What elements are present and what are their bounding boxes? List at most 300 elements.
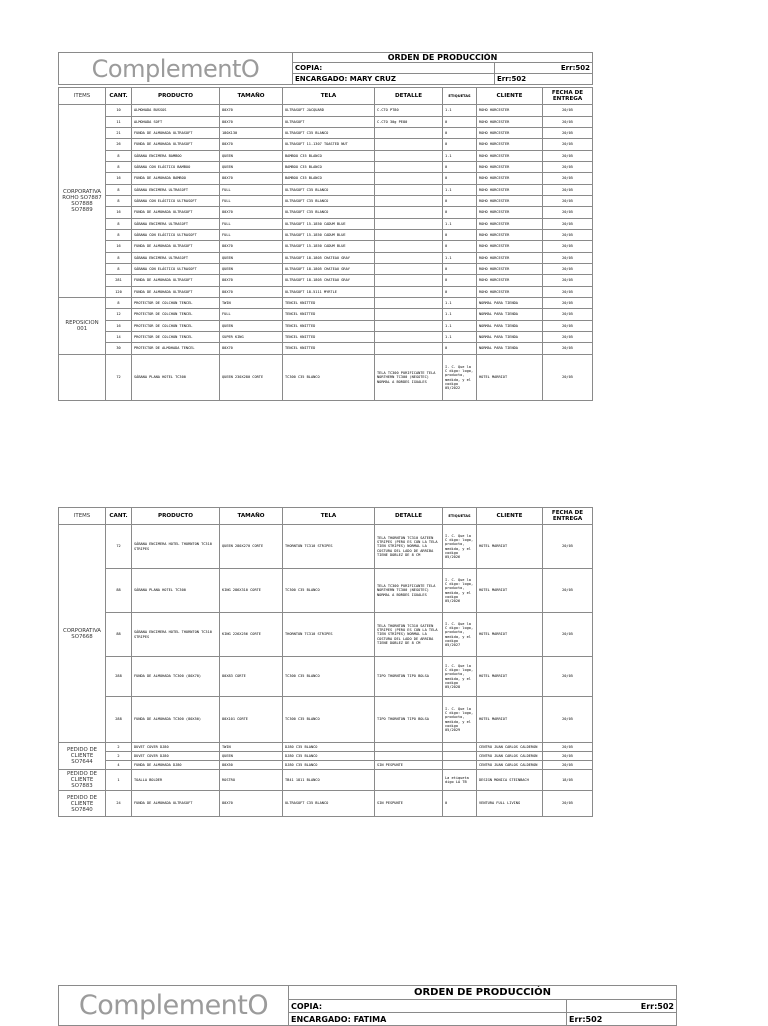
- cell-tamano: QUEEN 280X270 CORTE: [220, 525, 283, 569]
- cell-fecha: 20/05: [543, 343, 593, 355]
- cell-detalle: [375, 241, 443, 253]
- cell-detalle: [375, 253, 443, 264]
- cell-detalle: [375, 173, 443, 185]
- cell-cant: 24: [106, 791, 132, 817]
- cell-fecha: 20/05: [543, 139, 593, 151]
- cell-detalle: [375, 275, 443, 287]
- table-row: [59, 743, 593, 752]
- cell-etiquetas: [443, 761, 477, 770]
- table-row: [59, 162, 593, 173]
- cell-producto: FUNDA DE ALMOHADA ULTRASOFT: [132, 287, 220, 298]
- cell-tela: TENCEL KNITTED: [283, 309, 375, 321]
- cell-cant: 281: [106, 275, 132, 287]
- cell-fecha: 20/05: [543, 761, 593, 770]
- cell-etiquetas: 0: [443, 791, 477, 817]
- cell-cant: 8: [106, 230, 132, 241]
- cell-fecha: 20/05: [543, 355, 593, 401]
- cell-etiquetas: 1.1: [443, 253, 477, 264]
- cell-tamano: QUEEN 230X280 CORTE: [220, 355, 283, 401]
- table-row: [59, 298, 593, 309]
- cell-cant: 8: [106, 151, 132, 162]
- table-row: [59, 275, 593, 287]
- column-header-tamano: TAMAÑO: [220, 88, 283, 105]
- cell-cant: 8: [106, 219, 132, 230]
- cell-fecha: 20/05: [543, 275, 593, 287]
- cell-etiquetas: 0: [443, 196, 477, 207]
- cell-detalle: TELA TC300 PURIFICANTE TELA NORTHERN TC300 (NEGOTEC) NORMAL A BORDES IGUALES: [375, 569, 443, 613]
- cell-etiquetas: [443, 743, 477, 752]
- cell-cliente: NORMAL PARA TIENDA: [477, 343, 543, 355]
- cell-tela: ULTRASOFT 18-1805 CHATEAU GRAY: [283, 275, 375, 287]
- cell-tela: TC300 C35 BLANCO: [283, 657, 375, 697]
- order-header-1: [58, 52, 593, 85]
- cell-tamano: FULL: [220, 185, 283, 196]
- cell-detalle: [375, 743, 443, 752]
- cell-tela: ULTRASOFT C35 BLANCO: [283, 791, 375, 817]
- cell-etiquetas: 1.1: [443, 309, 477, 321]
- column-header-row: [59, 508, 593, 525]
- table-row: [59, 253, 593, 264]
- cell-cliente: ROHO HORCESTER: [477, 105, 543, 117]
- cell-etiquetas: 0: [443, 241, 477, 253]
- cell-tamano: FULL: [220, 309, 283, 321]
- table-row: [59, 657, 593, 697]
- cell-fecha: 20/05: [543, 525, 593, 569]
- cell-producto: SÁBANA CON ELÁSTICO ULTRASOFT: [132, 230, 220, 241]
- cell-tamano: 80X70: [220, 105, 283, 117]
- cell-fecha: 20/05: [543, 241, 593, 253]
- cell-detalle: C.CTO PT80: [375, 105, 443, 117]
- cell-producto: PROTECTOR DE ALMOHADA TENCEL: [132, 343, 220, 355]
- encargado-value: Err:502: [495, 74, 593, 85]
- cell-cant: 72: [106, 355, 132, 401]
- cell-tamano: 80X70: [220, 241, 283, 253]
- cell-fecha: 20/05: [543, 196, 593, 207]
- cell-detalle: [375, 298, 443, 309]
- cell-etiquetas: 0: [443, 128, 477, 139]
- group-label: PEDIDO DE CLIENTE SO7644: [59, 743, 106, 770]
- cell-detalle: TIPO THORNTON TIPO BOLSA: [375, 657, 443, 697]
- cell-cant: 30: [106, 343, 132, 355]
- cell-cliente: DESIGN MONICA STEINBACH: [477, 770, 543, 791]
- cell-tela: BAMBOO C35 BLANCO: [283, 173, 375, 185]
- logo-text-2: ComplementO: [78, 990, 269, 1021]
- group-label: CORPORATIVA SO7668: [59, 525, 106, 743]
- company-logo-2: [59, 986, 289, 1026]
- cell-etiquetas: 1.1: [443, 298, 477, 309]
- cell-fecha: 20/05: [543, 791, 593, 817]
- cell-cliente: ROHO HORCESTER: [477, 287, 543, 298]
- cell-cliente: HOTEL MARRIOT: [477, 613, 543, 657]
- cell-fecha: 20/05: [543, 128, 593, 139]
- cell-producto: SÁBANA ENCIMERA ULTRASOFT: [132, 185, 220, 196]
- cell-cliente: ROHO HORCESTER: [477, 173, 543, 185]
- cell-cliente: VENTURA FULL LIVING: [477, 791, 543, 817]
- cell-cant: 288: [106, 657, 132, 697]
- table-row: [59, 791, 593, 817]
- cell-cliente: ROHO HORCESTER: [477, 117, 543, 128]
- cell-detalle: [375, 196, 443, 207]
- cell-fecha: 20/05: [543, 185, 593, 196]
- cell-fecha: 20/05: [543, 173, 593, 185]
- cell-tamano: 80X101 CORTE: [220, 697, 283, 743]
- cell-tamano: TWIN: [220, 298, 283, 309]
- cell-fecha: 20/05: [543, 264, 593, 275]
- cell-etiquetas: 0: [443, 162, 477, 173]
- cell-detalle: [375, 264, 443, 275]
- cell-cliente: ROHO HORCESTER: [477, 230, 543, 241]
- cell-tamano: 80X70: [220, 139, 283, 151]
- cell-tamano: QUEEN: [220, 752, 283, 761]
- cell-etiquetas: [443, 752, 477, 761]
- cell-tela: ULTRASOFT 15-1850 CADUM BLUE: [283, 230, 375, 241]
- cell-cant: 8: [106, 196, 132, 207]
- table-row: [59, 105, 593, 117]
- cell-tela: ULTRASOFT C35 BLANCO: [283, 185, 375, 196]
- table-row: [59, 770, 593, 791]
- cell-cliente: NORMAL PARA TIENDA: [477, 321, 543, 332]
- column-header-cant: CANT.: [106, 88, 132, 105]
- cell-producto: FUNDA DE ALMOHADA BAMBOO: [132, 173, 220, 185]
- cell-tela: THORNTON TC310 STRIPES: [283, 613, 375, 657]
- column-header-items: ITEMS: [59, 88, 106, 105]
- cell-etiquetas: 1.1: [443, 151, 477, 162]
- copia-value: Err:502: [495, 63, 593, 74]
- cell-tela: TC300 C35 BLANCO: [283, 355, 375, 401]
- cell-fecha: 20/05: [543, 697, 593, 743]
- group-label: [59, 355, 106, 401]
- cell-etiquetas: 0: [443, 139, 477, 151]
- cell-detalle: C.CTO 30g PE80: [375, 117, 443, 128]
- cell-detalle: TIPO THORNTON TIPO BOLSA: [375, 697, 443, 743]
- order-header-2: [58, 985, 677, 1026]
- cell-detalle: [375, 219, 443, 230]
- column-header-cliente: CLIENTE: [477, 508, 543, 525]
- cell-detalle: [375, 343, 443, 355]
- order-title: ORDEN DE PRODUCCIÓN: [293, 53, 593, 63]
- cell-cliente: ROHO HORCESTER: [477, 207, 543, 219]
- table-row: [59, 613, 593, 657]
- group-label: PEDIDO DE CLIENTE SO7883: [59, 770, 106, 791]
- cell-cliente: ROHO HORCESTER: [477, 128, 543, 139]
- company-logo: [59, 53, 293, 85]
- cell-producto: ALMOHADA BUSSOS: [132, 105, 220, 117]
- cell-etiquetas: I. C. Que la C digo: logo, producto, medida, y el codigo 05/2029: [443, 697, 477, 743]
- cell-producto: SÁBANA ENCIMERA ULTRASOFT: [132, 253, 220, 264]
- cell-fecha: 20/05: [543, 207, 593, 219]
- cell-fecha: 20/05: [543, 657, 593, 697]
- cell-detalle: TELA THORNTON TC310 SATEEN STRIPES (PERO ES CON LA TELA TIEN STRIPES) NORMAL LA COSTURA DEL LADO DE ARRIBA TIENE DOBLEZ DE 8 CM: [375, 525, 443, 569]
- cell-cliente: CENTRO JUAN CARLOS CALDERON: [477, 761, 543, 770]
- cell-etiquetas: I. C. Que la C digo: logo, producto, medida, y el codigo 05/2026: [443, 525, 477, 569]
- cell-cliente: CENTRO JUAN CARLOS CALDERON: [477, 743, 543, 752]
- table-row: [59, 309, 593, 321]
- cell-cliente: ROHO HORCESTER: [477, 196, 543, 207]
- cell-detalle: [375, 207, 443, 219]
- cell-producto: PROTECTOR DE COLCHON TENCEL: [132, 309, 220, 321]
- cell-tela: TENCEL KNITTED: [283, 321, 375, 332]
- cell-detalle: [375, 128, 443, 139]
- column-header-etiquetas: ETIQUETAS: [443, 508, 477, 525]
- encargado-label: ENCARGADO: MARY CRUZ: [293, 74, 495, 85]
- cell-cant: 2: [106, 743, 132, 752]
- cell-tamano: QUEEN: [220, 264, 283, 275]
- cell-cant: 16: [106, 321, 132, 332]
- table-row: [59, 343, 593, 355]
- cell-fecha: 20/05: [543, 287, 593, 298]
- cell-tamano: 80X70: [220, 287, 283, 298]
- cell-tela: ULTRASOFT 18-1805 CHATEAU GRAY: [283, 264, 375, 275]
- cell-fecha: 20/05: [543, 613, 593, 657]
- cell-cliente: ROHO HORCESTER: [477, 253, 543, 264]
- cell-tela: DJ80 C35 BLANCO: [283, 752, 375, 761]
- cell-tamano: QUEEN: [220, 321, 283, 332]
- cell-fecha: 20/05: [543, 219, 593, 230]
- cell-detalle: [375, 770, 443, 791]
- column-header-tamano: TAMAÑO: [220, 508, 283, 525]
- cell-tamano: 80X70: [220, 343, 283, 355]
- cell-producto: SÁBANA ENCIMERA HOTEL THORNTON TC310 STRIPES: [132, 525, 220, 569]
- cell-etiquetas: 0: [443, 264, 477, 275]
- cell-fecha: 20/05: [543, 117, 593, 128]
- cell-fecha: 20/05: [543, 105, 593, 117]
- cell-etiquetas: I. C. Que la C digo: logo, producto, medida, y el codigo 05/2027: [443, 613, 477, 657]
- table-row: [59, 287, 593, 298]
- production-table-1: [58, 87, 593, 401]
- cell-producto: SÁBANA PLANA HOTEL TC300: [132, 355, 220, 401]
- cell-tela: TC300 C35 BLANCO: [283, 697, 375, 743]
- cell-producto: FUNDA DE ALMOHADA DJ80: [132, 761, 220, 770]
- table-row: [59, 525, 593, 569]
- cell-cliente: ROHO HORCESTER: [477, 264, 543, 275]
- cell-producto: SÁBANA ENCIMERA BAMBOO: [132, 151, 220, 162]
- cell-cliente: HOTEL MARRIOT: [477, 569, 543, 613]
- cell-tamano: QUEEN: [220, 162, 283, 173]
- cell-etiquetas: 1.1: [443, 219, 477, 230]
- table-row: [59, 139, 593, 151]
- cell-producto: SÁBANA ENCIMERA HOTEL THORNTON TC310 STRIPES: [132, 613, 220, 657]
- cell-producto: SÁBANA CON ELÁSTICO ULTRASOFT: [132, 196, 220, 207]
- table-row: [59, 264, 593, 275]
- table-row: [59, 207, 593, 219]
- column-header-cant: CANT.: [106, 508, 132, 525]
- cell-tela: ULTRASOFT C35 BLANCO: [283, 207, 375, 219]
- cell-tamano: QUEEN: [220, 151, 283, 162]
- cell-fecha: 20/05: [543, 321, 593, 332]
- cell-cliente: HOTEL MARRIOT: [477, 657, 543, 697]
- cell-producto: DUVET COVER DJ80: [132, 752, 220, 761]
- cell-etiquetas: I. C. Que la C digo: logo, producto, medida, y el codigo 05/2028: [443, 657, 477, 697]
- cell-cant: 26: [106, 139, 132, 151]
- cell-producto: FUNDA DE ALMOHADA TC300 (80X70): [132, 657, 220, 697]
- cell-cliente: NORMAL PARA TIENDA: [477, 309, 543, 321]
- cell-tamano: 80X83 CORTE: [220, 657, 283, 697]
- cell-tela: TENCEL KNITTED: [283, 298, 375, 309]
- cell-detalle: TELA TC300 PURIFICANTE TELA NORTHERN TC300 (NEGOTEC) NORMAL A BORDES IGUALES: [375, 355, 443, 401]
- cell-etiquetas: 0: [443, 343, 477, 355]
- column-header-fecha: FECHA DE ENTREGA: [543, 508, 593, 525]
- cell-cant: 8: [106, 162, 132, 173]
- cell-producto: SÁBANA CON ELÁSTICO ULTRASOFT: [132, 264, 220, 275]
- cell-fecha: 20/05: [543, 298, 593, 309]
- cell-etiquetas: 0: [443, 117, 477, 128]
- column-header-items: ITEMS: [59, 508, 106, 525]
- cell-producto: FUNDA DE ALMOHADA ULTRASOFT: [132, 139, 220, 151]
- cell-fecha: 20/05: [543, 151, 593, 162]
- cell-tela: ULTRASOFT C35 BLANCO: [283, 128, 375, 139]
- cell-etiquetas: 0: [443, 275, 477, 287]
- cell-tela: TENCEL KNITTED: [283, 332, 375, 343]
- cell-cliente: HOTEL MARRIOT: [477, 697, 543, 743]
- cell-cliente: ROHO HORCESTER: [477, 162, 543, 173]
- cell-tela: ULTRASOFT 15-1850 CADUM BLUE: [283, 219, 375, 230]
- cell-fecha: 20/05: [543, 253, 593, 264]
- column-header-producto: PRODUCTO: [132, 508, 220, 525]
- cell-tamano: 80X70: [220, 117, 283, 128]
- table-row: [59, 185, 593, 196]
- cell-cant: 12: [106, 309, 132, 321]
- cell-producto: PROTECTOR DE COLCHON TENCEL: [132, 298, 220, 309]
- copia-value-2: Err:502: [567, 1000, 677, 1013]
- cell-detalle: SIN PESPUNTE: [375, 761, 443, 770]
- cell-detalle: SIN PESPUNTE: [375, 791, 443, 817]
- logo-text: ComplementO: [91, 54, 260, 83]
- cell-tamano: 80X70: [220, 173, 283, 185]
- cell-etiquetas: I. C. Que la C digo: logo, producto, medida, y el codigo 05/2022: [443, 355, 477, 401]
- encargado-value-2: Err:502: [567, 1013, 677, 1026]
- column-header-detalle: DETALLE: [375, 88, 443, 105]
- cell-etiquetas: 0: [443, 287, 477, 298]
- cell-cliente: ROHO HORCESTER: [477, 139, 543, 151]
- cell-detalle: [375, 230, 443, 241]
- cell-cant: 11: [106, 117, 132, 128]
- table-row: [59, 697, 593, 743]
- cell-cliente: ROHO HORCESTER: [477, 185, 543, 196]
- cell-tela: BAMBOO C35 BLANCO: [283, 162, 375, 173]
- cell-producto: TOALLA BOLDER: [132, 770, 220, 791]
- cell-etiquetas: La etiqueta digo LA TB: [443, 770, 477, 791]
- table-row: [59, 355, 593, 401]
- cell-cant: 8: [106, 253, 132, 264]
- cell-cant: 1: [106, 770, 132, 791]
- table-row: [59, 761, 593, 770]
- cell-detalle: [375, 139, 443, 151]
- cell-fecha: 20/05: [543, 743, 593, 752]
- table-row: [59, 752, 593, 761]
- cell-tela: THORNTON TC310 STRIPES: [283, 525, 375, 569]
- cell-producto: SÁBANA CON ELÁSTICO BAMBOO: [132, 162, 220, 173]
- table-row: [59, 151, 593, 162]
- cell-producto: SÁBANA PLANA HOTEL TC300: [132, 569, 220, 613]
- cell-cant: 21: [106, 128, 132, 139]
- cell-producto: ALMOHADA SOFT: [132, 117, 220, 128]
- cell-fecha: 20/05: [543, 752, 593, 761]
- order-title-2: ORDEN DE PRODUCCIÓN: [289, 986, 677, 1000]
- cell-cliente: ROHO HORCESTER: [477, 151, 543, 162]
- column-header-detalle: DETALLE: [375, 508, 443, 525]
- cell-producto: FUNDA DE ALMOHADA ULTRASOFT: [132, 241, 220, 253]
- cell-tela: ULTRASOFT 18-1805 CHATEAU GRAY: [283, 253, 375, 264]
- table-row: [59, 321, 593, 332]
- cell-tamano: SUPER KING: [220, 332, 283, 343]
- cell-cant: 4: [106, 761, 132, 770]
- cell-fecha: 20/05: [543, 309, 593, 321]
- cell-detalle: [375, 309, 443, 321]
- column-header-tela: TELA: [283, 88, 375, 105]
- cell-etiquetas: 0: [443, 207, 477, 219]
- table-row: [59, 117, 593, 128]
- cell-fecha: 18/05: [543, 770, 593, 791]
- cell-fecha: 20/05: [543, 569, 593, 613]
- cell-detalle: TELA THORNTON TC310 SATEEN STRIPES (PERO ES CON LA TELA TIEN STRIPES) NORMAL LA COSTURA DEL LADO DE ARRIBA TIENE DOBLEZ DE 8 CM: [375, 613, 443, 657]
- cell-tela: TC300 C35 BLANCO: [283, 569, 375, 613]
- cell-tela: ULTRASOFT C35 BLANCO: [283, 196, 375, 207]
- table-row: [59, 569, 593, 613]
- column-header-etiquetas: ETIQUETAS: [443, 88, 477, 105]
- encargado-label-2: ENCARGADO: FATIMA: [289, 1013, 567, 1026]
- cell-cliente: NORMAL PARA TIENDA: [477, 298, 543, 309]
- production-table-2: [58, 507, 593, 817]
- table-row: [59, 196, 593, 207]
- cell-detalle: [375, 321, 443, 332]
- cell-etiquetas: 0: [443, 173, 477, 185]
- cell-detalle: [375, 162, 443, 173]
- cell-cant: 16: [106, 173, 132, 185]
- column-header-tela: TELA: [283, 508, 375, 525]
- column-header-cliente: CLIENTE: [477, 88, 543, 105]
- cell-producto: FUNDA DE ALMOHADA ULTRASOFT: [132, 791, 220, 817]
- group-label: CORPORATIVA ROHO SO7887 SO7888 SO7889: [59, 105, 106, 298]
- cell-etiquetas: 0: [443, 230, 477, 241]
- cell-tamano: QUEEN: [220, 253, 283, 264]
- cell-detalle: [375, 185, 443, 196]
- cell-tamano: FULL: [220, 196, 283, 207]
- copia-label-2: COPIA:: [289, 1000, 567, 1013]
- cell-producto: PROTECTOR DE COLCHON TENCEL: [132, 332, 220, 343]
- copia-label: COPIA:: [293, 63, 495, 74]
- cell-etiquetas: 1.1: [443, 185, 477, 196]
- cell-detalle: [375, 287, 443, 298]
- column-header-producto: PRODUCTO: [132, 88, 220, 105]
- cell-cant: 288: [106, 697, 132, 743]
- cell-tamano: 80X50: [220, 761, 283, 770]
- cell-tamano: 80X70: [220, 275, 283, 287]
- cell-cant: 72: [106, 525, 132, 569]
- table-row: [59, 230, 593, 241]
- cell-cliente: CENTRO JUAN CARLOS CALDERON: [477, 752, 543, 761]
- cell-tela: ULTRASOFT: [283, 117, 375, 128]
- cell-producto: FUNDA DE ALMOHADA ULTRASOFT: [132, 207, 220, 219]
- cell-cliente: ROHO HORCESTER: [477, 275, 543, 287]
- cell-etiquetas: 1.1: [443, 321, 477, 332]
- cell-producto: FUNDA DE ALMOHADA ULTRASOFT: [132, 275, 220, 287]
- cell-cliente: NORMAL PARA TIENDA: [477, 332, 543, 343]
- cell-tela: TB41 1811 BLANCO: [283, 770, 375, 791]
- cell-cliente: HOTEL MARRIOT: [477, 355, 543, 401]
- table-row: [59, 332, 593, 343]
- group-label: REPOSICION 001: [59, 298, 106, 355]
- group-label: PEDIDO DE CLIENTE SO7840: [59, 791, 106, 817]
- cell-tela: ULTRASOFT 18-5111 MYRTLE: [283, 287, 375, 298]
- cell-producto: FUNDA DE ALMOHADA ULTRASOFT: [132, 128, 220, 139]
- cell-cant: 16: [106, 241, 132, 253]
- cell-cant: 8: [106, 298, 132, 309]
- cell-producto: FUNDA DE ALMOHADA TC300 (80X50): [132, 697, 220, 743]
- table-row: [59, 173, 593, 185]
- cell-tamano: KING 226X256 CORTE: [220, 613, 283, 657]
- cell-producto: SÁBANA ENCIMERA ULTRASOFT: [132, 219, 220, 230]
- cell-tela: ULTRASOFT 15-1850 CADUM BLUE: [283, 241, 375, 253]
